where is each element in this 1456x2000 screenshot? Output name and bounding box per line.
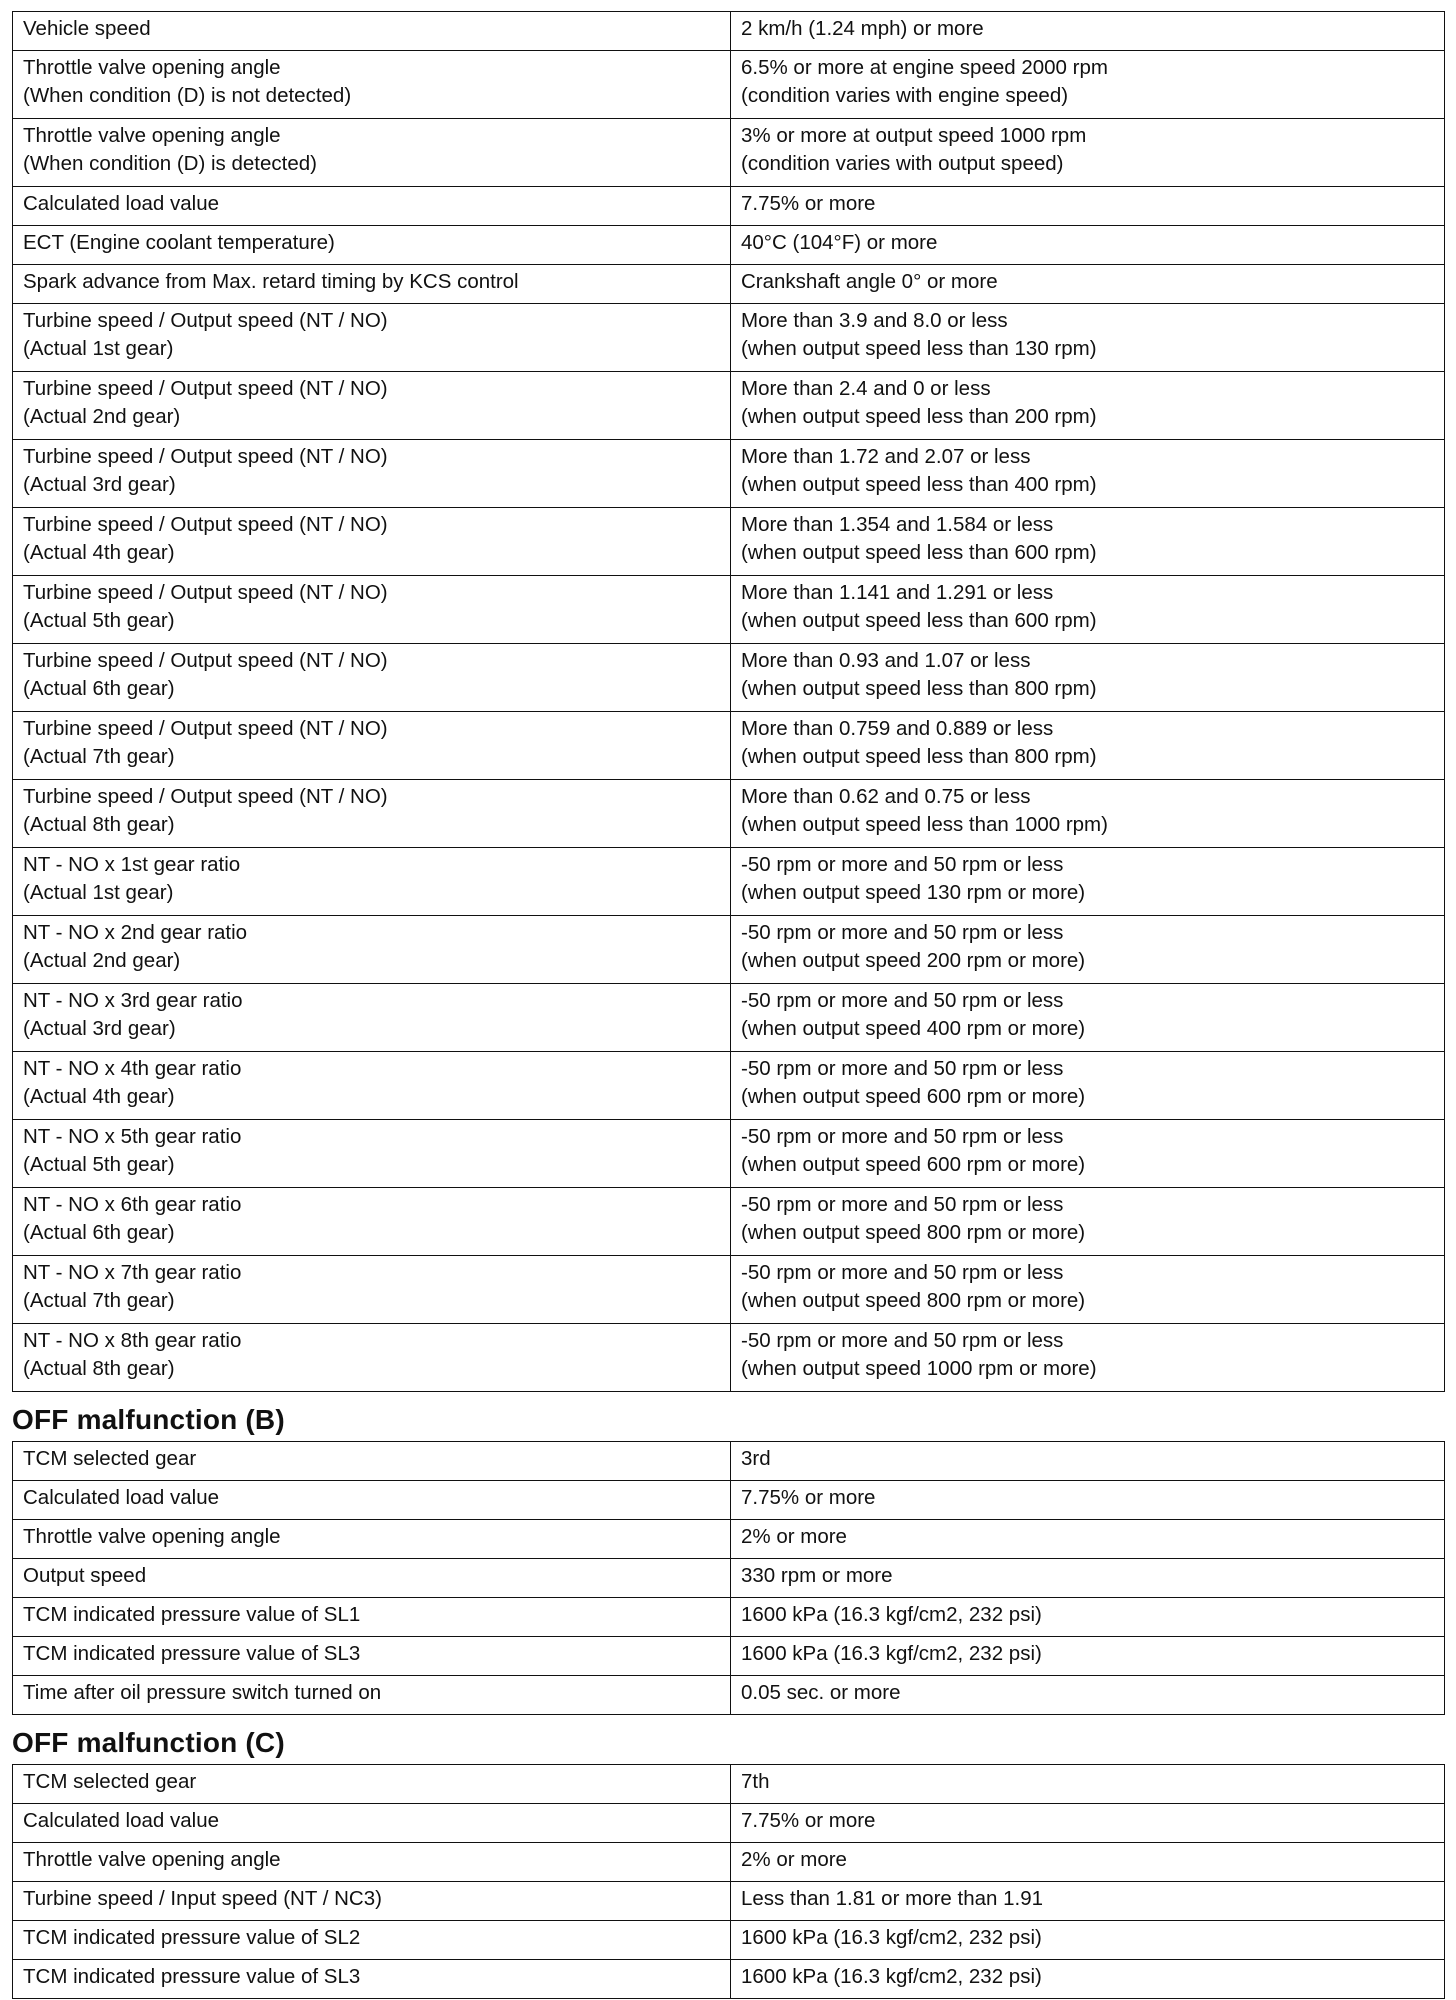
condition-label-cell: Throttle valve opening angle — [13, 1843, 731, 1882]
table-c-body — [13, 1765, 1445, 1999]
condition-label-cell: Output speed — [13, 1559, 731, 1598]
conditions-table-a — [12, 11, 1445, 1392]
table-row — [13, 1188, 1445, 1256]
condition-value-cell: More than 1.72 and 2.07 or less (when output speed less than 400 rpm) — [731, 440, 1445, 508]
condition-label-cell: NT - NO x 7th gear ratio (Actual 7th gear) — [13, 1256, 731, 1324]
condition-label-cell: NT - NO x 6th gear ratio (Actual 6th gear) — [13, 1188, 731, 1256]
condition-label-cell: Turbine speed / Output speed (NT / NO) (Actual 2nd gear) — [13, 372, 731, 440]
condition-label-cell: Time after oil pressure switch turned on — [13, 1676, 731, 1715]
table-row — [13, 1804, 1445, 1843]
condition-value-cell: 3% or more at output speed 1000 rpm (condition varies with output speed) — [731, 119, 1445, 187]
condition-label-cell: TCM indicated pressure value of SL3 — [13, 1637, 731, 1676]
condition-value-cell: 2% or more — [731, 1520, 1445, 1559]
condition-value-cell: 1600 kPa (16.3 kgf/cm2, 232 psi) — [731, 1598, 1445, 1637]
table-row — [13, 1598, 1445, 1637]
condition-label-cell: Turbine speed / Output speed (NT / NO) (Actual 4th gear) — [13, 508, 731, 576]
table-row — [13, 265, 1445, 304]
table-row — [13, 1637, 1445, 1676]
table-row — [13, 984, 1445, 1052]
table-row — [13, 508, 1445, 576]
conditions-table-c — [12, 1764, 1445, 1999]
condition-value-cell: -50 rpm or more and 50 rpm or less (when output speed 130 rpm or more) — [731, 848, 1445, 916]
condition-label-cell: NT - NO x 3rd gear ratio (Actual 3rd gear) — [13, 984, 731, 1052]
condition-label-cell: Turbine speed / Input speed (NT / NC3) — [13, 1882, 731, 1921]
table-row — [13, 1520, 1445, 1559]
condition-value-cell: More than 1.141 and 1.291 or less (when output speed less than 600 rpm) — [731, 576, 1445, 644]
condition-value-cell: 1600 kPa (16.3 kgf/cm2, 232 psi) — [731, 1921, 1445, 1960]
table-row — [13, 1442, 1445, 1481]
condition-label-cell: NT - NO x 2nd gear ratio (Actual 2nd gear) — [13, 916, 731, 984]
condition-value-cell: -50 rpm or more and 50 rpm or less (when output speed 600 rpm or more) — [731, 1120, 1445, 1188]
section-b-title: OFF malfunction (B) — [12, 1404, 285, 1435]
condition-label-cell: Calculated load value — [13, 1804, 731, 1843]
condition-label-cell: Turbine speed / Output speed (NT / NO) (Actual 3rd gear) — [13, 440, 731, 508]
condition-value-cell: More than 1.354 and 1.584 or less (when output speed less than 600 rpm) — [731, 508, 1445, 576]
table-row — [13, 916, 1445, 984]
condition-value-cell: 7.75% or more — [731, 1481, 1445, 1520]
condition-value-cell: More than 2.4 and 0 or less (when output speed less than 200 rpm) — [731, 372, 1445, 440]
condition-label-cell: Calculated load value — [13, 187, 731, 226]
condition-label-cell: NT - NO x 1st gear ratio (Actual 1st gear) — [13, 848, 731, 916]
condition-label-cell: TCM selected gear — [13, 1442, 731, 1481]
condition-value-cell: 0.05 sec. or more — [731, 1676, 1445, 1715]
condition-label-cell: Turbine speed / Output speed (NT / NO) (Actual 8th gear) — [13, 780, 731, 848]
condition-value-cell: 1600 kPa (16.3 kgf/cm2, 232 psi) — [731, 1637, 1445, 1676]
condition-value-cell: 1600 kPa (16.3 kgf/cm2, 232 psi) — [731, 1960, 1445, 1999]
condition-value-cell: -50 rpm or more and 50 rpm or less (when output speed 200 rpm or more) — [731, 916, 1445, 984]
condition-label-cell: NT - NO x 5th gear ratio (Actual 5th gear) — [13, 1120, 731, 1188]
condition-value-cell: -50 rpm or more and 50 rpm or less (when output speed 800 rpm or more) — [731, 1256, 1445, 1324]
condition-label-cell: TCM indicated pressure value of SL1 — [13, 1598, 731, 1637]
condition-value-cell: More than 0.62 and 0.75 or less (when output speed less than 1000 rpm) — [731, 780, 1445, 848]
condition-value-cell: More than 0.93 and 1.07 or less (when output speed less than 800 rpm) — [731, 644, 1445, 712]
condition-label-cell: Throttle valve opening angle (When condition (D) is not detected) — [13, 51, 731, 119]
table-row — [13, 1765, 1445, 1804]
table-row — [13, 51, 1445, 119]
condition-value-cell: Crankshaft angle 0° or more — [731, 265, 1445, 304]
condition-value-cell: 7.75% or more — [731, 187, 1445, 226]
table-row — [13, 1676, 1445, 1715]
condition-value-cell: More than 3.9 and 8.0 or less (when output speed less than 130 rpm) — [731, 304, 1445, 372]
table-row — [13, 372, 1445, 440]
condition-value-cell: 7.75% or more — [731, 1804, 1445, 1843]
table-row — [13, 1052, 1445, 1120]
condition-label-cell: TCM indicated pressure value of SL2 — [13, 1921, 731, 1960]
table-row — [13, 712, 1445, 780]
condition-value-cell: 3rd — [731, 1442, 1445, 1481]
section-c-title: OFF malfunction (C) — [12, 1727, 285, 1758]
condition-label-cell: NT - NO x 4th gear ratio (Actual 4th gear) — [13, 1052, 731, 1120]
condition-value-cell: Less than 1.81 or more than 1.91 — [731, 1882, 1445, 1921]
table-a-body — [13, 12, 1445, 1392]
condition-value-cell: 6.5% or more at engine speed 2000 rpm (condition varies with engine speed) — [731, 51, 1445, 119]
table-row — [13, 12, 1445, 51]
condition-label-cell: TCM indicated pressure value of SL3 — [13, 1960, 731, 1999]
condition-label-cell: ECT (Engine coolant temperature) — [13, 226, 731, 265]
condition-value-cell: 7th — [731, 1765, 1445, 1804]
condition-value-cell: 2 km/h (1.24 mph) or more — [731, 12, 1445, 51]
condition-label-cell: Calculated load value — [13, 1481, 731, 1520]
table-row — [13, 226, 1445, 265]
condition-label-cell: Turbine speed / Output speed (NT / NO) (Actual 6th gear) — [13, 644, 731, 712]
table-row — [13, 1481, 1445, 1520]
condition-value-cell: More than 0.759 and 0.889 or less (when output speed less than 800 rpm) — [731, 712, 1445, 780]
condition-label-cell: Throttle valve opening angle — [13, 1520, 731, 1559]
condition-value-cell: -50 rpm or more and 50 rpm or less (when output speed 400 rpm or more) — [731, 984, 1445, 1052]
table-row — [13, 1882, 1445, 1921]
conditions-table-b — [12, 1441, 1445, 1715]
table-row — [13, 780, 1445, 848]
condition-label-cell: TCM selected gear — [13, 1765, 731, 1804]
condition-value-cell: -50 rpm or more and 50 rpm or less (when output speed 600 rpm or more) — [731, 1052, 1445, 1120]
table-b-body — [13, 1442, 1445, 1715]
table-row — [13, 1120, 1445, 1188]
condition-value-cell: 2% or more — [731, 1843, 1445, 1882]
table-row — [13, 304, 1445, 372]
table-row — [13, 119, 1445, 187]
condition-label-cell: Turbine speed / Output speed (NT / NO) (Actual 7th gear) — [13, 712, 731, 780]
table-row — [13, 1960, 1445, 1999]
table-row — [13, 576, 1445, 644]
condition-label-cell: Spark advance from Max. retard timing by KCS control — [13, 265, 731, 304]
condition-value-cell: 330 rpm or more — [731, 1559, 1445, 1598]
condition-label-cell: Throttle valve opening angle (When condition (D) is detected) — [13, 119, 731, 187]
condition-label-cell: Turbine speed / Output speed (NT / NO) (Actual 1st gear) — [13, 304, 731, 372]
condition-label-cell: Vehicle speed — [13, 12, 731, 51]
table-row — [13, 187, 1445, 226]
table-row — [13, 644, 1445, 712]
condition-label-cell: Turbine speed / Output speed (NT / NO) (Actual 5th gear) — [13, 576, 731, 644]
document-page — [12, 11, 1444, 1999]
table-row — [13, 1256, 1445, 1324]
table-row — [13, 1559, 1445, 1598]
condition-value-cell: -50 rpm or more and 50 rpm or less (when output speed 1000 rpm or more) — [731, 1324, 1445, 1392]
table-row — [13, 1843, 1445, 1882]
table-row — [13, 440, 1445, 508]
table-row — [13, 1921, 1445, 1960]
condition-label-cell: NT - NO x 8th gear ratio (Actual 8th gear) — [13, 1324, 731, 1392]
table-row — [13, 848, 1445, 916]
condition-value-cell: -50 rpm or more and 50 rpm or less (when output speed 800 rpm or more) — [731, 1188, 1445, 1256]
table-row — [13, 1324, 1445, 1392]
condition-value-cell: 40°C (104°F) or more — [731, 226, 1445, 265]
